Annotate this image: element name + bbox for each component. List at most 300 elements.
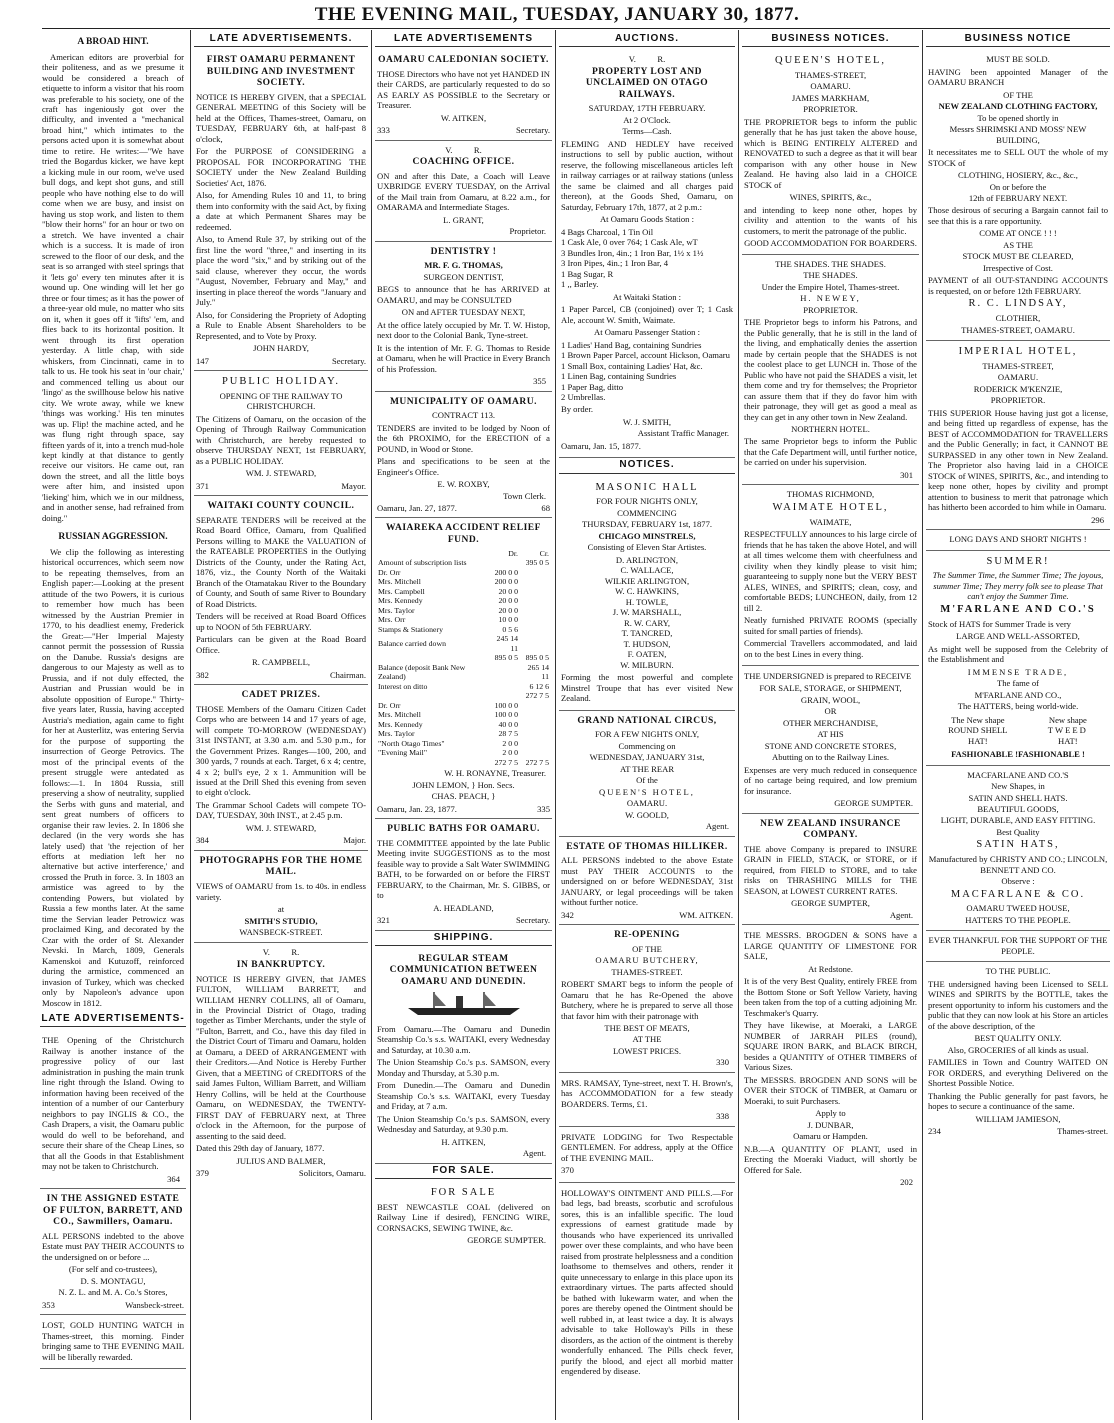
advert-line: Best Quality <box>996 826 1040 837</box>
table-header <box>377 549 488 559</box>
section-header: AUCTIONS. <box>559 32 735 47</box>
advert-title: WAIAREKA ACCIDENT RELIEF FUND. <box>386 523 541 546</box>
table-cell <box>519 720 550 730</box>
advert-title: DENTISTRY ! <box>430 246 497 257</box>
advert-number: 321 <box>377 915 390 926</box>
advert-title: NEW ZEALAND INSURANCE COMPANY. <box>760 818 901 841</box>
advert-body: Also, for Amending Rules 10 and 11, to bring them into conformity with the said Act, by fixing a date at which Permanent Shares may be redeemed. <box>196 190 366 232</box>
advert-role: Secretary. <box>515 125 550 136</box>
table-cell: Dr. Orr <box>378 700 401 710</box>
table-cell <box>519 577 550 587</box>
advert-signature: WM. J. STEWARD, <box>245 468 317 479</box>
advert-line: OR <box>824 706 837 717</box>
advert-body: TENDERS are invited to be lodged by Noon of the 6th PROXIMO, for the ERECTION of a POUND, in Wood or Stone. <box>377 422 550 454</box>
advert-body: Forming the most powerful and complete Minstrel Troupe that has ever visited New Zealand. <box>561 672 733 704</box>
advert-role: Mayor. <box>341 480 366 491</box>
table-cell: 6 12 6 <box>529 681 549 691</box>
advert-number: 68 <box>541 503 550 513</box>
royal-crest: V. R. <box>262 947 300 958</box>
advert-line: NORTHERN HOTEL. <box>791 424 870 434</box>
advert-title: QUEEN'S HOTEL, <box>775 55 886 67</box>
advert-body: NOTICE IS HEREBY GIVEN, that JAMES FULTON, WILLIAM BARRETT, and WILLIAM HENRY COLLINS, all of Oamaru, in the Provincial District of Otago, trading together as Timber Merchants, under the style of "Fulton, Barrett, and Co., have this day filed in the District Court of Timaru and Oamaru, holden at Oamaru, a DEED of ARRANGEMENT with their Creditors.—And Notice is Hereby Further Given, that a MEETING of CREDITORS of the said James Fulton, William Barrett, and William Henry Collins, will be held at the Courthouse Oamaru, on WEDNESDAY, the TWENTY-FIRST DAY of FEBRUARY next, at Three o'clock in the Afternoon, for the purpose of assenting to the said deed. <box>196 973 366 1141</box>
advert-line: SATIN AND SHELL HATS. <box>968 792 1068 803</box>
advert-signature: W. AITKEN, <box>440 112 487 123</box>
broad-hint-article <box>40 32 186 527</box>
advert-signature: A. HEADLAND, <box>433 902 494 913</box>
advert-number: 234 <box>928 1126 941 1137</box>
royal-crest: V. R. <box>445 144 482 155</box>
advert-number: 364 <box>167 1173 180 1184</box>
advert-number: 379 <box>196 1168 209 1179</box>
advert-signature: J. DUNBAR, <box>807 1119 854 1130</box>
advert-signature: GEORGE SUMPTER. <box>834 798 913 809</box>
table-cell: 2 0 0 <box>502 748 518 758</box>
column-divider <box>555 30 556 1420</box>
advert-line: BEAUTIFUL GOODS, <box>977 803 1059 814</box>
advert-number: 382 <box>196 669 209 680</box>
advert-body: Particulars can be given at the Road Board Office. <box>196 634 366 655</box>
advert-role: Proprietor. <box>509 226 546 237</box>
table-cell <box>519 568 550 578</box>
advert-line: To be opened shortly in <box>977 112 1059 123</box>
advert-signature: JOHN HARDY, <box>253 343 309 354</box>
advert-signature: W. J. SMITH, <box>622 416 672 427</box>
table-cell <box>519 739 550 749</box>
advert-line: HATTERS TO THE PEOPLE. <box>965 914 1071 925</box>
advert-circus <box>559 711 735 837</box>
advert-cadet-prizes <box>194 685 368 851</box>
advert-body: THE Proprietor begs to inform his Patrons, and the Public generally, that he is still in the land of the living, and emphatically denies the assertion made by certain people that the SHADES is not the coolest place to get LUNCH in. Those of the Public who have not paid the SHADES a visit, let them come and try for themselves; the Proprietor can assure them that if they do favor him with their patronage, they will get as good a meal as they can get in any other town in New Zealand. <box>744 317 917 422</box>
advert-line: Manufactured by CHRISTY AND CO.; LINCOLN, BENNETT AND CO. <box>928 854 1108 875</box>
fund-table-body <box>377 558 550 767</box>
russian-article <box>40 527 186 1012</box>
royal-crest: V. R. <box>628 54 666 65</box>
advert-body: FAMILIES in Town and Country WAITED ON FOR ORDERS, and everything Delivered on the Shortest Possible Notice. <box>928 1057 1108 1089</box>
advert-body: THOSE Members of the Oamaru Citizen Cadet Corps who are between 14 and 17 years of age, will compete TO-MORROW (WEDNESDAY) 31st INSTANT, at 3.30 a.m. and 5.30 p.m., for the Government Prizes. Ranges—100, 200, and 300 yards, 7 rounds at each. Target, 6 x 4; centre, 4 x 2; bull's eye, 2 x 1. Ammunition will be issued at the Drill Shed this evening from seven to eight o'clock. <box>196 703 366 798</box>
advert-title: CADET PRIZES. <box>241 690 321 701</box>
advert-queens-hotel <box>742 50 919 255</box>
advert-title: OAMARU CALEDONIAN SOCIETY. <box>378 55 549 66</box>
advert-bankruptcy <box>194 943 368 1182</box>
advert-line: AT HIS <box>817 729 844 740</box>
advert-body: The Union Steamship Co.'s p.s. SAMSON, every Wednesday and Saturday, at 9.30 p.m. <box>377 1113 550 1135</box>
table-cell: 20 0 0 <box>498 605 518 615</box>
table-cell: 100 0 0 <box>494 710 518 720</box>
table-cell: Mrs. Mitchell <box>378 710 421 720</box>
advert-public-baths <box>375 819 552 930</box>
table-cell: 245 14 11 <box>496 634 518 653</box>
column-5 <box>742 32 919 1420</box>
advert-body: and intending to keep none other, hopes by civility and attention to the wants of his customers, to merit the patronage of the public. <box>744 204 917 236</box>
advert-title: PROPERTY LOST AND UNCLAIMED ON OTAGO RAILWAYS. <box>585 66 709 100</box>
table-cell <box>519 606 550 616</box>
advert-line: OF THE <box>1003 89 1033 100</box>
advert-list: D. ARLINGTON, C. WALLACE, WILKIE ARLINGTON, W. C. HAWKINS, H. TOWLE, J. W. MARSHALL, R. W. CARY, T. TANCRED, T. HUDSON, F. OATEN, W. MILBURN. <box>604 554 690 670</box>
table-cell <box>488 691 519 701</box>
advert-line: HAT! <box>1058 735 1078 746</box>
advert-number: 296 <box>1091 514 1104 525</box>
advert-body: Expenses are very much reduced in consequence of no cartage being required, and low premium for insurance. <box>744 764 917 796</box>
table-cell <box>377 691 488 701</box>
advert-photographs <box>194 851 368 944</box>
advert-title: COACHING OFFICE. <box>412 157 515 168</box>
advert-number: 301 <box>900 469 913 480</box>
table-cell: Mrs. Taylor <box>378 605 415 615</box>
advert-body: PRIVATE LODGING for Two Respectable GENTLEMEN. For address, apply at the Office of THE EVENING MAIL. <box>561 1131 733 1163</box>
table-cell: 200 0 0 <box>494 577 518 587</box>
advert-line: STOCK MUST BE CLEARED, <box>962 251 1074 262</box>
advert-waimate-hotel <box>742 485 919 666</box>
section-header: NOTICES. <box>559 458 735 473</box>
table-cell: 100 0 0 <box>494 700 518 710</box>
advert-title: TO THE PUBLIC. <box>985 966 1051 977</box>
section-header: BUSINESS NOTICES. <box>742 32 919 47</box>
table-cell: Dr. Orr <box>378 567 401 577</box>
advert-number: 355 <box>533 376 546 387</box>
advert-boarders <box>559 1073 735 1127</box>
advert-body: Also, to Amend Rule 37, by striking out of the first line the word "three," and inserting in its place the word "six," and by striking out of the said clause, wherever they occur, the words "August, November, February and May," and inserting in place thereof the words "January and July." <box>196 234 366 308</box>
hat-shape-left <box>948 715 1007 746</box>
table-cell: 895 0 5 <box>494 653 518 663</box>
table-cell: Mrs. Taylor <box>378 729 415 739</box>
advert-line: at <box>277 904 285 915</box>
advert-insurance <box>742 814 919 926</box>
advert-steamship <box>375 949 552 1164</box>
advert-line: STONE AND CONCRETE STORES, <box>764 740 897 751</box>
table-cell: 20 0 0 <box>498 596 518 606</box>
advert-line: MR. F. G. THOMAS, <box>424 260 503 271</box>
advert-lost-property <box>559 50 735 458</box>
advert-the-shades <box>742 255 919 486</box>
advert-body: They have likewise, at Moeraki, a LARGE NUMBER of JARRAH PILES (round), SQUARE IRON BARK, and BLACK BIRCH, besides a QUANTITY of OTHER TIMBERS of Various Sizes. <box>744 1020 917 1073</box>
table-cell <box>488 663 519 682</box>
advert-date: Oamaru, Jan. 27, 1877. <box>377 503 457 513</box>
advert-signature: WM. J. STEWARD, <box>245 822 317 833</box>
advert-line: At Redstone. <box>808 963 853 974</box>
advert-line: Apply to <box>815 1108 846 1119</box>
advert-signature: L. GRANT, <box>443 214 484 225</box>
table-row <box>377 577 550 587</box>
advert-subtitle: CONTRACT 113. <box>431 410 496 421</box>
table-row <box>377 739 550 749</box>
table-header: Cr. <box>539 548 549 558</box>
advert-waitaki-council <box>194 496 368 685</box>
advert-thankful <box>926 931 1110 962</box>
advert-body: THE above Company is prepared to INSURE GRAIN in FIELD, STACK, or STORE, or if required, from FIELD to STORE, and to take risks on THRASHING MILLS for THE SEASON, at LOWEST CURRENT RATES. <box>744 843 917 896</box>
advert-title: IN THE ASSIGNED ESTATE OF FULTON, BARRETT, AND CO., Sawmillers, Oamaru. <box>42 1194 184 1228</box>
advert-line: SURGEON DENTIST, <box>423 271 504 282</box>
hat-shapes <box>928 714 1108 747</box>
advert-line: Also, GROCERIES of all kinds as usual. <box>947 1044 1089 1055</box>
advert-line: THAMES-STREET, <box>982 360 1054 371</box>
table-cell: 200 0 0 <box>494 567 518 577</box>
table-cell: 272 7 5 <box>494 757 518 767</box>
advert-line: LOWEST PRICES. <box>612 1045 682 1056</box>
advert-list: 4 Bags Charcoal, 1 Tin Oil 1 Cask Ale, 0 over 764; 1 Cask Ale, wT 3 Bundles Iron, 4in.; 1 Iron Bar, 1½ x 1½ 3 Iron Pipes, 4in.; 1 Iron Bar, 4 1 Bag Sugar, R 1 ,, Barley. <box>561 226 704 290</box>
advert-body: LOST, GOLD HUNTING WATCH in Thames-street, this morning. Finder bringing same to THE EVENING MAIL will be liberally rewarded. <box>42 1320 184 1362</box>
advert-line: THURSDAY, FEBRUARY 1st, 1877. <box>581 519 713 530</box>
fund-table <box>377 549 550 768</box>
table-cell <box>519 729 550 739</box>
advert-line: Consisting of Eleven Star Artistes. <box>587 542 707 553</box>
advert-body: The Citizens of Oamaru, on the occasion of the Opening of Through Railway Communication with Christchurch, are hereby requested to observe THURSDAY NEXT, 1st FEBRUARY, as a PUBLIC HOLIDAY. <box>196 413 366 466</box>
advert-clothing-factory <box>926 50 1110 341</box>
advert-line: COMMENCING <box>617 507 677 518</box>
table-row <box>377 568 550 578</box>
advert-line: Observe : <box>1001 876 1035 887</box>
advert-line: MUST BE SOLD. <box>986 54 1050 65</box>
advert-title: ESTATE OF THOMAS HILLIKER. <box>566 841 728 852</box>
table-row <box>377 596 550 606</box>
article-title: RUSSIAN AGGRESSION. <box>58 532 168 543</box>
advert-line: By order. <box>561 404 593 415</box>
table-cell: "North Otago Times" <box>378 738 445 748</box>
advert-line: FOR SALE, STORAGE, or SHIPMENT, <box>759 683 902 694</box>
advert-body: SEPARATE TENDERS will be received at the Road Board Office, Oamaru, from Qualified Persons willing to MAKE the VALUATION of the RATEABLE PROPERTIES in the Outlying Districts of the County, under the Rating Act, 1876, viz., the County North of the Waitaki Branch of the Otamatakau River to the Boundary of County, and South of same River to Boundary of Road Districts. <box>196 514 366 609</box>
column-divider <box>738 30 739 1420</box>
advert-body: VIEWS of OAMARU from 1s. to 40s. in endless variety. <box>196 881 366 902</box>
table-cell <box>519 710 550 720</box>
table-cell: Mrs. Orr <box>378 615 406 625</box>
table-row <box>377 558 550 568</box>
advert-signature: W. H. RONAYNE, Treasurer. <box>444 768 546 779</box>
table-cell <box>519 701 550 711</box>
advert-line: SATURDAY, 17TH FEBRUARY. <box>588 103 706 114</box>
advert-title: PHOTOGRAPHS FOR THE HOME MAIL. <box>199 855 363 878</box>
advert-role: Secretary. <box>515 915 550 926</box>
advert-body: The Summer Time, the Summer Time; The joyous, summer Time; They merry folk see to please That can't enjoy the Summer Time. <box>932 570 1104 602</box>
advert-hilliker-estate <box>559 837 735 925</box>
table-cell <box>519 615 550 625</box>
section-header: LATE ADVERTISEMENTS. <box>194 32 368 47</box>
advert-title: REGULAR STEAM COMMUNICATION BETWEEN OAMARU AND DUNEDIN. <box>389 953 538 987</box>
table-row <box>377 587 550 597</box>
advert-signature: GEORGE SUMPTER, <box>791 898 870 909</box>
column-divider <box>922 30 923 1420</box>
table-row <box>377 615 550 625</box>
advert-line: BEST QUALITY ONLY. <box>974 1033 1062 1044</box>
advert-title: IMPERIAL HOTEL, <box>958 346 1078 358</box>
table-cell: 265 14 11 <box>527 662 549 682</box>
advert-line: On or before the <box>989 181 1047 192</box>
advert-line: OAMARU. <box>626 798 668 809</box>
advert-signature: GEORGE SUMPTER. <box>467 1235 546 1246</box>
table-row <box>377 729 550 739</box>
advert-body: Neatly furnished PRIVATE ROOMS (specially suited for small parties of friends). <box>744 615 917 636</box>
advert-line: RODERICK M'KENZIE, <box>973 383 1063 394</box>
table-row <box>377 720 550 730</box>
advert-line: EVER THANKFUL FOR THE SUPPORT OF THE PEOPLE. <box>928 935 1108 956</box>
advert-date: Dated this 29th day of January, 1877. <box>196 1143 325 1154</box>
advert-role: Oamaru or Hampden. <box>793 1131 868 1142</box>
advert-signature: JOHN LEMON, } Hon. Secs. <box>412 779 515 790</box>
advert-title: RE-OPENING <box>614 930 680 941</box>
table-row <box>377 748 550 758</box>
advert-body: THE PROPRIETOR begs to inform the public generally that he has just taken the above house, which is BEING ENTIRELY ALTERED and RENOVATED to such a degree as that it will bear comparison with any other house in New Zealand. He having also laid in a CHOICE STOCK of <box>744 116 917 190</box>
advert-body: THE undersigned having been Licensed to SELL WINES and SPIRITS by the BOTTLE, takes the present opportunity to inform his customers and the public that they can now look at his Store an articles of the above description, of the <box>928 978 1108 1031</box>
advert-title: THE MESSRS. BROGDEN & SONS have a LARGE QUANTITY OF LIMESTONE FOR SALE, <box>744 930 917 962</box>
advert-railway <box>40 1030 186 1189</box>
advert-body: N.B.—A QUANTITY OF PLANT, used in Erecting the Moeraki Viaduct, will shortly be Offered for Sale. <box>744 1143 917 1175</box>
advert-line: Thames-street. <box>1057 1126 1108 1137</box>
advert-body: For the PURPOSE of CONSIDERING a PROPOSAL FOR INCORPORATING THE SOCIETY under the New Zealand Building Societies' Act, 1876. <box>196 146 366 188</box>
advert-holloway <box>559 1183 735 1383</box>
advert-line: CLOTHING, HOSIERY, &c., &c., <box>958 170 1078 181</box>
advert-title: FOR SALE <box>430 1186 497 1198</box>
advert-lodging <box>559 1127 735 1183</box>
advert-caledonian <box>375 50 552 140</box>
advert-line: The New shape <box>951 714 1005 725</box>
advert-line: 12th of FEBRUARY NEXT. <box>968 193 1068 203</box>
advert-line: At Waitaki Station : <box>612 291 682 302</box>
advert-body: ALL PERSONS indebted to the above Estate must PAY THEIR ACCOUNTS to the undersigned on or before WEDNESDAY, 31st JANUARY, or legal proceedings will be taken without further notice. <box>561 855 733 908</box>
advert-body: Plans and specifications to be seen at the Engineer's Office. <box>377 456 550 477</box>
advert-number: 384 <box>196 835 209 846</box>
advert-line: New shape <box>1048 714 1087 725</box>
section-header: LATE ADVERTISEMENTS- <box>40 1012 186 1027</box>
advert-summer-hats <box>926 551 1110 766</box>
table-row <box>377 634 550 653</box>
advert-role: Agent. <box>522 1148 546 1159</box>
advert-line: FOR A FEW NIGHTS ONLY, <box>594 729 700 740</box>
advert-body: HOLLOWAY'S OINTMENT AND PILLS.—For bad legs, bad breasts, scorbutic and scrofulous sores, this is an infallible specific. The loud expressions of earnest gratitude made by thousands who have experienced its unrivalled power over these complaints, and who have been raised from prostrate helplessness and a condition loathsome to themselves and others, render it quite unnecessary to enlarge in this place upon its extraordinary virtues. The parts affected should be bathed with lukewarm water, and when the pores are thereby opened the Ointment should be well rubbed in, at least twice a day. It is always advisable to take Holloway's Pills in these disorders, as the action of the ointment is thereby wonderfully enhanced. The Pills check fever, purify the blood, and eject all morbid matter engendered by disease. <box>561 1187 733 1377</box>
advert-body: ON and after this Date, a Coach will Leave UXBRIDGE EVERY TUESDAY, on the Arrival of the Mail train from Oamaru, at 8.22 a.m., for OMARAMA and Intermediate Stages. <box>377 170 550 213</box>
advert-for-sale <box>375 1182 552 1250</box>
advert-body: THE UNDERSIGNED is prepared to RECEIVE <box>744 671 912 681</box>
advert-line: At 2 O'Clock. <box>623 114 671 125</box>
advert-line: LARGE AND WELL-ASSORTED, <box>956 631 1080 642</box>
advert-body: It is the intention of Mr. F. G. Thomas to Reside at Oamaru, when he will Practice in Every Branch of his Profession. <box>377 342 551 374</box>
advert-body: Stock of HATS for Summer Trade is very <box>928 618 1071 629</box>
advert-body: THOSE Directors who have not yet HANDED IN their CARDS, are particularly requested to do so AS EARLY AS POSSIBLE to the Secretary or Treasurer. <box>377 68 550 111</box>
table-row <box>377 653 550 663</box>
advert-number: 353 <box>42 1299 55 1310</box>
advert-line: THOMAS RICHMOND, <box>786 489 875 500</box>
advert-line: OAMARU. <box>810 81 851 92</box>
advert-body: FLEMING AND HEDLEY have received instructions to sell by public auction, without reserve, the following miscellaneous articles left in railway carriages or at railway stations (unless the same be claimed and all charges paid thereon), at the Goods Shed, Oamaru, on Saturday, February 17th, 1877, at 2 p.m.: <box>561 138 733 212</box>
advert-body: ALL PERSONS indebted to the above Estate must PAY THEIR ACCOUNTS to the undersigned on or before ... <box>42 1230 184 1262</box>
advert-list: 1 Paper Parcel, CB (conjoined) over T; 1 Cask Ale, account W. Smith, Waimate. <box>561 304 733 325</box>
column-6 <box>926 32 1110 1420</box>
section-header: BUSINESS NOTICE <box>926 32 1110 47</box>
advert-masonic-hall <box>559 477 735 711</box>
advert-title: MASONIC HALL <box>595 481 699 493</box>
column-divider <box>190 30 191 1420</box>
advert-building-society <box>194 50 368 371</box>
advert-body: BEST NEWCASTLE COAL (delivered on Railway Line if desired), FENCING WIRE, CORNSACKS, SEWING TWINE, &c. <box>377 1201 550 1233</box>
table-cell <box>488 558 519 568</box>
advert-line: At Oamaru Passenger Station : <box>594 327 700 338</box>
advert-line: QUEEN'S HOTEL, <box>599 786 695 797</box>
advert-line: The HATTERS, being world-wide. <box>957 701 1079 712</box>
table-cell: 10 0 0 <box>498 615 518 625</box>
advert-to-the-public <box>926 962 1110 1140</box>
advert-estate <box>40 1189 186 1315</box>
advert-signature: W. GOOLD, <box>625 809 669 820</box>
table-header-row <box>377 549 550 559</box>
advert-relief-fund <box>375 518 552 819</box>
table-row <box>377 625 550 635</box>
table-row <box>377 701 550 711</box>
table-cell <box>377 653 488 663</box>
advert-title: GRAND NATIONAL CIRCUS, <box>577 715 717 726</box>
masthead-rule <box>42 28 1110 29</box>
table-header: Dr. <box>508 548 518 558</box>
table-cell <box>488 682 519 692</box>
advert-number: 147 <box>196 355 209 366</box>
advert-line: Abutting on to the Railway Lines. <box>772 752 889 763</box>
advert-title: THE SHADES. <box>803 270 858 281</box>
advert-line: SATIN HATS, <box>976 839 1060 851</box>
advert-line: GOOD ACCOMMODATION FOR BOARDERS. <box>744 238 917 249</box>
advert-title: FIRST OAMARU PERMANENT BUILDING AND INVESTMENT SOCIETY. <box>206 55 356 89</box>
advert-storage <box>742 666 919 814</box>
article-body: American editors are proverbial for their politeness, and as we presume it would be considered a breach of etiquette to inform a visitor that his room was preferable to his society, one of the craft has ingeniously got over the difficulty, and invented a "mechanical broad hint," which intimates to the persons acted upon it is somewhat about time to retire. He writes:—"We have tried the Bogardus kicker, we have kept a kicking mule in our room, we've used bull dogs, and kept shot guns, and still people who have nothing else to do will come when we are busy, and insist on having us stop work, and listen to them "blow their horns" for an hour or two on a stretch. We have invented a chair which is a success. It is made of iron screwed to the floor of our desk, and the seat is so arranged with steel springs that it 'lets go' every ten minutes after it is wound up. One winding will let her go three or four times; as it has the power of a three-year old mule, no matter who sits on it, when it goes off it 'lifts' 'em, and flies back to its horizontal position. It went through its first operation yesterday. A little chap, with side whiskers, from Cincinnati, came in to talk to us. He took his seat in 'our chair,' and commenced telling us about our 'lingo' as the swillhouse below his native city. We wrote away, while we knew 'things was working.' His ten minutes was up. Flip! the machine acted, and he was flung right through space, say fifteen yards of it, into a trench mud-hole kept kindly at that distance to gently receive our visitors. He came out, ran down the street, and all the little boys were after him, and insisted upon 'lieking' him, which we in our mildness, and in another sense, had refrained from doing." <box>42 51 184 523</box>
advert-body: The MESSRS. BROGDEN AND SONS will be OVER their STOCK of TIMBER, at Oamaru or Moeraki, to suit Purchasers. <box>744 1074 917 1106</box>
advert-signature: WM. AITKEN. <box>679 909 733 920</box>
advert-title: LONG DAYS AND SHORT NIGHTS ! <box>949 534 1087 545</box>
advert-number: 333 <box>377 125 390 136</box>
advert-title: SUMMER! <box>986 555 1050 567</box>
advert-line: GRAIN, WOOL, <box>800 694 861 705</box>
advert-line: N. Z. L. and M. A. Co.'s Stores, <box>58 1287 168 1298</box>
advert-body: NOTICE IS HEREBY GIVEN, that a SPECIAL GENERAL MEETING of this Society will be held at the Offices, Thames-street, Oamaru, on TUESDAY, FEBRUARY 6th, at half-past 8 o'clock, <box>196 91 366 144</box>
advert-line: MACFARLANE & CO. <box>950 888 1086 900</box>
table-row <box>377 758 550 768</box>
advert-coaching <box>375 141 552 242</box>
advert-role: PROPRIETOR. <box>990 395 1046 406</box>
table-cell: Balance carried down <box>378 638 446 648</box>
steamship-icon <box>377 990 550 1022</box>
advert-line: JAMES MARKHAM, <box>791 92 870 103</box>
advert-signature: D. S. MONTAGU, <box>80 1275 146 1286</box>
advert-imperial-hotel <box>926 341 1110 530</box>
advert-subtitle: OPENING OF THE RAILWAY TO CHRISTCHURCH. <box>219 390 343 412</box>
advert-title: IN BANKRUPTCY. <box>236 959 326 970</box>
advert-signature: WILLIAM JAMIESON, <box>975 1113 1061 1124</box>
advert-role: PROPRIETOR. <box>803 304 858 315</box>
table-row <box>377 710 550 720</box>
advert-body: MRS. RAMSAY, Tyne-street, next T. H. Brown's, has ACCOMMODATION for a few steady BOARDERS. Terms, £1. <box>561 1077 733 1109</box>
advert-line: Of the <box>636 775 658 786</box>
advert-signature: JULIUS AND BALMER, <box>236 1155 326 1166</box>
advert-body: BEGS to announce that he has ARRIVED at OAMARU, and may be CONSULTED <box>377 284 550 305</box>
table-cell: Mrs. Kennedy <box>378 596 423 606</box>
advert-line: COME AT ONCE ! ! ! <box>979 228 1057 239</box>
advert-signature: CHAS. PEACH, } <box>431 791 496 802</box>
advert-dentistry <box>375 242 552 392</box>
advert-body: From Dunedin.—The Oamaru and Dunedin Steamship Co.'s s.s. WAITAKI, every Tuesday and Friday, at 7 a.m. <box>377 1080 550 1112</box>
table-cell: Balance (deposit Bank New Zealand) <box>378 662 466 682</box>
advert-line: Commencing on <box>618 740 676 751</box>
advert-signature: H. AITKEN, <box>441 1136 486 1147</box>
advert-body: THE Opening of the Christchurch Railway is another instance of the progressive policy of our last administration in pushing the main trunk line right through the Island. Owing to information having been received of the intention of a number of our Canterbury neighbors to pay INGLIS & CO., the Cash Drapers, a visit, the Oamaru public would do well to be beforehand, and secure their share of the Cheap Lines, so that all the Goods in that Establishment may not be taken to Christchurch. <box>42 1035 184 1172</box>
advert-public-holiday <box>194 371 368 496</box>
advert-number: 330 <box>716 1057 729 1068</box>
advert-body: Commercial Travellers accommodated, and laid on to the best Lines in every thing. <box>744 638 917 659</box>
article-title: A BROAD HINT. <box>77 37 149 47</box>
advert-title: THE SHADES. THE SHADES. <box>775 258 886 269</box>
advert-role: Agent. <box>705 821 729 832</box>
advert-line: H. NEWEY, <box>800 293 861 304</box>
table-cell: 0 5 6 <box>502 624 518 634</box>
advert-role: Secretary. <box>331 355 366 366</box>
advert-title: MUNICIPALITY OF OAMARU. <box>389 396 538 407</box>
advert-body: Thanking the Public generally for past favors, he hopes to secure a continuance of the same. <box>928 1090 1108 1112</box>
column-divider <box>371 30 372 1420</box>
advert-role: Assistant Traffic Manager. <box>637 428 729 439</box>
table-cell: 895 0 5 <box>525 653 549 663</box>
